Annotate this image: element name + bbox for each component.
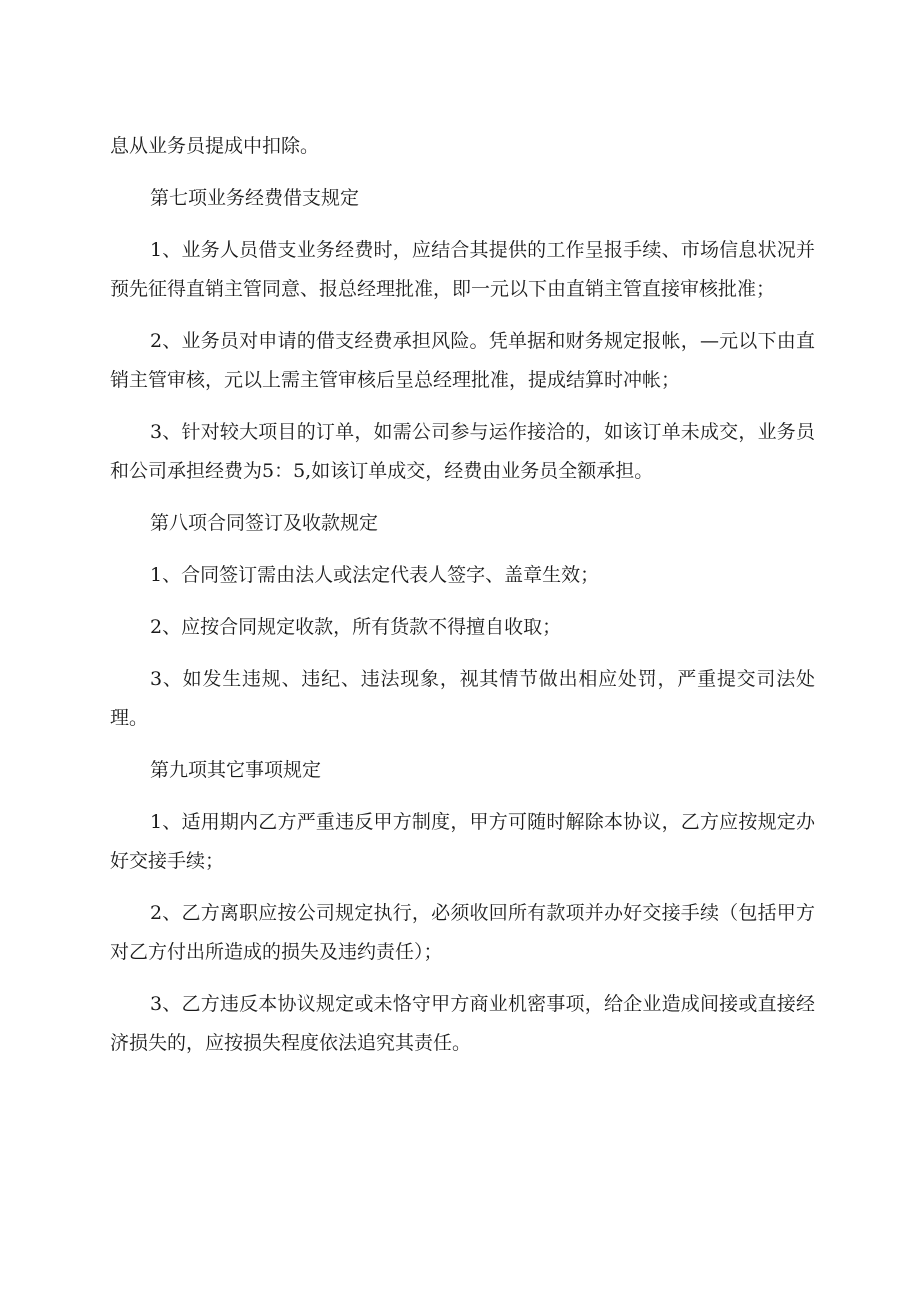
section-heading-9: 第九项其它事项规定 [150,759,322,781]
section-heading-8: 第八项合同签订及收款规定 [150,512,379,534]
section-7-item-3: 3、针对较大项目的订单，如需公司参与运作接洽的，如该订单未成交，业务员和公司承担经费为5：5,如该订单成交，经费由业务员全额承担。 [110,421,815,482]
section-8-item-1: 1、合同签订需由法人或法定代表人签字、盖章生效； [150,564,600,586]
section-9-item-3: 3、乙方违反本协议规定或未恪守甲方商业机密事项，给企业造成间接或直接经济损失的，应按损失程度依法追究其责任。 [110,993,815,1054]
section-9-item-1: 1、适用期内乙方严重违反甲方制度，甲方可随时解除本协议，乙方应按规定办好交接手续； [110,811,815,872]
section-7-item-1: 1、业务人员借支业务经费时，应结合其提供的工作呈报手续、市场信息状况并预先征得直销主管同意、报总经理批准，即一元以下由直销主管直接审核批准； [110,239,815,300]
section-9-item-2: 2、乙方离职应按公司规定执行，必须收回所有款项并办好交接手续（包括甲方对乙方付出所造成的损失及违约责任）； [110,902,815,963]
section-8-item-2: 2、应按合同规定收款，所有货款不得擅自收取； [150,616,562,638]
document-page [110,127,815,1076]
continuation-paragraph: 息从业务员提成中扣除。 [110,135,320,157]
section-7-item-2: 2、业务员对申请的借支经费承担风险。凭单据和财务规定报帐，—元以下由直销主管审核，元以上需主管审核后呈总经理批准，提成结算时冲帐； [110,330,815,391]
section-heading-7: 第七项业务经费借支规定 [150,187,360,209]
section-8-item-3: 3、如发生违规、违纪、违法现象，视其情节做出相应处罚，严重提交司法处理。 [110,668,815,729]
